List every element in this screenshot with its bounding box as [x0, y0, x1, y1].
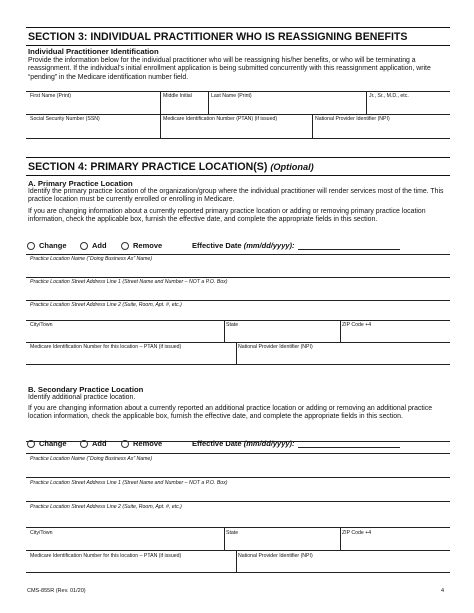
ptan-field[interactable] — [161, 114, 279, 123]
effective-date-text: Effective Date — [192, 439, 242, 448]
section-4-optional: (Optional) — [270, 162, 314, 172]
primary-zip-field[interactable]: ZIP Code +4 — [342, 322, 372, 328]
radio-circle-icon — [121, 440, 129, 448]
option-label: Remove — [133, 241, 163, 250]
section-4-title: SECTION 4: PRIMARY PRACTICE LOCATION(S) — [28, 161, 268, 173]
ptan-label: Medicare Identification Number (PTAN) (if issued) — [163, 115, 278, 122]
ssn-field[interactable] — [28, 114, 102, 123]
form-id: CMS-855R (Rev. 01/20) — [27, 588, 86, 594]
secondary-effective-date-label — [192, 439, 295, 448]
primary-ptan-field[interactable]: Medicare Identification Number for this location – PTAN (if issued) — [30, 344, 182, 350]
primary-effective-date-label — [192, 241, 295, 250]
radio-circle-icon — [80, 242, 88, 250]
primary-addr2-field[interactable]: Practice Location Street Address Line 2 (Suite, Room, Apt. #, etc.) — [30, 302, 182, 308]
radio-circle-icon — [121, 242, 129, 250]
middle-initial-label: Middle Initial — [163, 92, 192, 99]
secondary-addr2-field[interactable]: Practice Location Street Address Line 2 (Suite, Room, Apt. #, etc.) — [30, 504, 182, 510]
secondary-state-field[interactable]: State — [226, 530, 239, 536]
primary-add-radio[interactable] — [80, 241, 107, 250]
secondary-remove-radio[interactable] — [121, 439, 162, 448]
secondary-change-radio[interactable] — [27, 439, 67, 448]
option-label: Change — [39, 241, 67, 250]
primary-change-radio[interactable] — [27, 241, 67, 250]
secondary-add-radio[interactable] — [80, 439, 107, 448]
secondary-ptan-field[interactable]: Medicare Identification Number for this location – PTAN (if issued) — [30, 553, 182, 559]
primary-remove-radio[interactable] — [121, 241, 162, 250]
radio-circle-icon — [27, 440, 35, 448]
section-4-header — [26, 157, 450, 176]
primary-state-field[interactable]: State — [226, 322, 239, 328]
middle-initial-field[interactable] — [161, 91, 194, 100]
suffix-field[interactable] — [367, 91, 411, 100]
effective-date-format: (mm/dd/yyyy): — [243, 241, 295, 250]
option-label: Add — [92, 241, 107, 250]
effective-date-text: Effective Date — [192, 241, 242, 250]
secondary-desc: Identify additional practice location. — [28, 394, 136, 401]
section-3-header — [26, 27, 450, 46]
first-name-field[interactable] — [28, 91, 73, 100]
primary-city-field[interactable]: City/Town — [30, 322, 53, 328]
secondary-instructions: If you are changing information about a currently reported an additional practice location or adding or removing an additional practice location information, check the applicable box, furnish the effective date, and complete the appropriate fields in this section. — [28, 405, 433, 421]
page-number: 4 — [441, 588, 445, 594]
secondary-effective-date-input[interactable] — [298, 447, 400, 448]
primary-subtitle: A. Primary Practice Location — [28, 179, 133, 188]
last-name-field[interactable] — [209, 91, 254, 100]
npi-label: National Provider Identifier (NPI) — [315, 115, 390, 122]
ssn-label: Social Security Number (SSN) — [30, 115, 100, 122]
first-name-label: First Name (Print) — [30, 92, 71, 99]
suffix-label: Jr., Sr., M.D., etc. — [369, 92, 409, 99]
primary-desc: Identify the primary practice location of the organization/group where the individual practitioner will render services most of the time. This practice location must be currently enrolled or enrolling in Medicare. — [28, 188, 444, 204]
radio-circle-icon — [27, 242, 35, 250]
option-label: Remove — [133, 439, 163, 448]
primary-instructions: If you are changing information about a currently reported primary practice location or adding or removing primary practice location information, check the applicable box, furnish the effective date, and complete the appropriate fields in this section. — [28, 208, 426, 224]
last-name-label: Last Name (Print) — [211, 92, 252, 99]
secondary-npi-field[interactable]: National Provider Identifier (NPI) — [238, 553, 313, 559]
secondary-city-field[interactable]: City/Town — [30, 530, 53, 536]
section-3-title: SECTION 3: INDIVIDUAL PRACTITIONER WHO IS REASSIGNING BENEFITS — [28, 31, 408, 43]
option-label: Add — [92, 439, 107, 448]
section-3-intro: Provide the information below for the individual practitioner who will be reassigning his/her benefits, or who will be terminating a reassignment. If the individual’s initial enrollment application is being submitted concurrently with this reassignment application, write “pending” in the Medicare identification number field. — [28, 57, 431, 81]
primary-effective-date-input[interactable] — [298, 249, 400, 250]
secondary-subtitle: B. Secondary Practice Location — [28, 385, 144, 394]
option-label: Change — [39, 439, 67, 448]
section-3-subtitle: Individual Practitioner Identification — [28, 47, 159, 56]
primary-addr1-field[interactable]: Practice Location Street Address Line 1 (Street Name and Number – NOT a P.O. Box) — [30, 279, 228, 285]
primary-npi-field[interactable]: National Provider Identifier (NPI) — [238, 344, 313, 350]
effective-date-format: (mm/dd/yyyy): — [243, 439, 295, 448]
secondary-zip-field[interactable]: ZIP Code +4 — [342, 530, 372, 536]
secondary-name-field[interactable]: Practice Location Name (“Doing Business As” Name) — [30, 456, 153, 462]
radio-circle-icon — [80, 440, 88, 448]
primary-name-field[interactable]: Practice Location Name (“Doing Business As” Name) — [30, 256, 153, 262]
secondary-addr1-field[interactable]: Practice Location Street Address Line 1 (Street Name and Number – NOT a P.O. Box) — [30, 480, 228, 486]
npi-field[interactable] — [313, 114, 392, 123]
